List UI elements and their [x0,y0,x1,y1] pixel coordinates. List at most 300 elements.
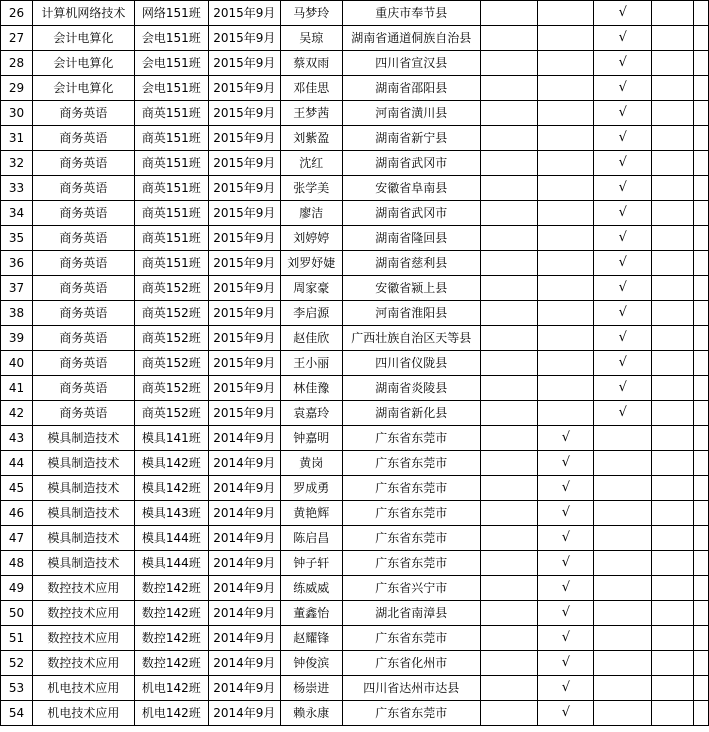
hometown-cell: 广东省兴宁市 [342,576,480,601]
major-cell: 数控技术应用 [32,626,134,651]
hometown-cell: 广东省东莞市 [342,476,480,501]
check-cell-col9: √ [594,201,652,226]
enroll-date-cell: 2015年9月 [208,51,280,76]
row-number-cell: 45 [1,476,33,501]
table-row [1,126,709,151]
hometown-cell: 湖南省炎陵县 [342,376,480,401]
class-cell: 商英152班 [134,301,208,326]
blank-cell [480,376,538,401]
class-cell: 模具142班 [134,451,208,476]
major-cell: 商务英语 [32,226,134,251]
check-cell-col8 [538,376,594,401]
major-cell: 模具制造技术 [32,426,134,451]
major-cell: 计算机网络技术 [32,1,134,26]
class-cell: 机电142班 [134,701,208,726]
blank-cell [652,126,694,151]
blank-cell [480,351,538,376]
blank-cell [693,176,708,201]
major-cell: 商务英语 [32,126,134,151]
table-row [1,501,709,526]
blank-cell [652,151,694,176]
check-cell-col8 [538,176,594,201]
blank-cell [480,501,538,526]
table-row [1,1,709,26]
blank-cell [480,51,538,76]
enroll-date-cell: 2015年9月 [208,26,280,51]
enroll-date-cell: 2015年9月 [208,376,280,401]
blank-cell [693,501,708,526]
blank-cell [693,101,708,126]
blank-cell [652,601,694,626]
check-cell-col8 [538,226,594,251]
row-number-cell: 38 [1,301,33,326]
check-cell-col8 [538,201,594,226]
blank-cell [693,151,708,176]
blank-cell [480,401,538,426]
row-number-cell: 36 [1,251,33,276]
major-cell: 模具制造技术 [32,526,134,551]
row-number-cell: 35 [1,226,33,251]
row-number-cell: 46 [1,501,33,526]
blank-cell [652,326,694,351]
hometown-cell: 湖南省武冈市 [342,201,480,226]
enroll-date-cell: 2015年9月 [208,151,280,176]
blank-cell [480,601,538,626]
major-cell: 会计电算化 [32,51,134,76]
major-cell: 商务英语 [32,251,134,276]
blank-cell [480,101,538,126]
enroll-date-cell: 2015年9月 [208,201,280,226]
blank-cell [480,701,538,726]
class-cell: 数控142班 [134,626,208,651]
row-number-cell: 47 [1,526,33,551]
table-row [1,701,709,726]
class-cell: 模具144班 [134,526,208,551]
blank-cell [480,476,538,501]
student-name-cell: 赵佳欣 [280,326,342,351]
row-number-cell: 31 [1,126,33,151]
major-cell: 商务英语 [32,101,134,126]
blank-cell [693,51,708,76]
check-cell-col8: √ [538,551,594,576]
check-cell-col9 [594,701,652,726]
blank-cell [693,351,708,376]
hometown-cell: 广东省东莞市 [342,426,480,451]
blank-cell [652,76,694,101]
blank-cell [693,301,708,326]
blank-cell [480,251,538,276]
student-name-cell: 罗成勇 [280,476,342,501]
major-cell: 商务英语 [32,401,134,426]
hometown-cell: 湖南省通道侗族自治县 [342,26,480,51]
major-cell: 机电技术应用 [32,701,134,726]
check-cell-col9: √ [594,1,652,26]
enroll-date-cell: 2015年9月 [208,176,280,201]
student-name-cell: 董鑫怡 [280,601,342,626]
blank-cell [693,201,708,226]
enroll-date-cell: 2015年9月 [208,101,280,126]
enroll-date-cell: 2015年9月 [208,1,280,26]
blank-cell [693,576,708,601]
hometown-cell: 四川省宣汉县 [342,51,480,76]
row-number-cell: 30 [1,101,33,126]
table-row [1,476,709,501]
hometown-cell: 四川省达州市达县 [342,676,480,701]
check-cell-col8: √ [538,626,594,651]
row-number-cell: 34 [1,201,33,226]
class-cell: 商英152班 [134,326,208,351]
student-name-cell: 杨崇进 [280,676,342,701]
check-cell-col8: √ [538,651,594,676]
student-name-cell: 黄艳辉 [280,501,342,526]
table-row [1,351,709,376]
student-name-cell: 张学美 [280,176,342,201]
check-cell-col8: √ [538,701,594,726]
major-cell: 商务英语 [32,276,134,301]
blank-cell [652,376,694,401]
major-cell: 数控技术应用 [32,576,134,601]
hometown-cell: 广东省东莞市 [342,626,480,651]
hometown-cell: 广东省东莞市 [342,551,480,576]
row-number-cell: 33 [1,176,33,201]
enroll-date-cell: 2015年9月 [208,276,280,301]
enroll-date-cell: 2015年9月 [208,351,280,376]
blank-cell [693,376,708,401]
blank-cell [693,276,708,301]
student-name-cell: 袁嘉玲 [280,401,342,426]
enroll-date-cell: 2015年9月 [208,326,280,351]
major-cell: 机电技术应用 [32,676,134,701]
check-cell-col9 [594,476,652,501]
class-cell: 商英152班 [134,376,208,401]
blank-cell [652,351,694,376]
enroll-date-cell: 2014年9月 [208,451,280,476]
blank-cell [652,226,694,251]
check-cell-col9: √ [594,301,652,326]
student-name-cell: 林佳豫 [280,376,342,401]
check-cell-col9 [594,451,652,476]
enroll-date-cell: 2015年9月 [208,226,280,251]
class-cell: 商英151班 [134,226,208,251]
blank-cell [652,551,694,576]
blank-cell [693,476,708,501]
check-cell-col9 [594,551,652,576]
major-cell: 模具制造技术 [32,501,134,526]
table-row [1,101,709,126]
student-name-cell: 赖永康 [280,701,342,726]
blank-cell [480,176,538,201]
enroll-date-cell: 2014年9月 [208,576,280,601]
check-cell-col8 [538,301,594,326]
check-cell-col8 [538,126,594,151]
student-name-cell: 钟子轩 [280,551,342,576]
hometown-cell: 广东省化州市 [342,651,480,676]
row-number-cell: 50 [1,601,33,626]
check-cell-col9: √ [594,226,652,251]
check-cell-col8 [538,401,594,426]
table-row [1,76,709,101]
check-cell-col9 [594,501,652,526]
table-row [1,276,709,301]
check-cell-col8 [538,276,594,301]
blank-cell [652,626,694,651]
blank-cell [652,451,694,476]
hometown-cell: 河南省淮阳县 [342,301,480,326]
blank-cell [652,651,694,676]
table-row [1,226,709,251]
major-cell: 商务英语 [32,351,134,376]
class-cell: 机电142班 [134,676,208,701]
table-row [1,251,709,276]
row-number-cell: 41 [1,376,33,401]
hometown-cell: 广西壮族自治区天等县 [342,326,480,351]
student-name-cell: 黄岗 [280,451,342,476]
check-cell-col9 [594,576,652,601]
row-number-cell: 32 [1,151,33,176]
row-number-cell: 49 [1,576,33,601]
check-cell-col9: √ [594,176,652,201]
check-cell-col8 [538,26,594,51]
class-cell: 模具142班 [134,476,208,501]
blank-cell [480,576,538,601]
blank-cell [652,676,694,701]
hometown-cell: 河南省潢川县 [342,101,480,126]
student-name-cell: 周家豪 [280,276,342,301]
blank-cell [693,401,708,426]
blank-cell [652,426,694,451]
blank-cell [693,226,708,251]
hometown-cell: 湖南省新宁县 [342,126,480,151]
check-cell-col9: √ [594,376,652,401]
major-cell: 模具制造技术 [32,551,134,576]
major-cell: 商务英语 [32,326,134,351]
enroll-date-cell: 2014年9月 [208,701,280,726]
enroll-date-cell: 2014年9月 [208,601,280,626]
check-cell-col9 [594,676,652,701]
blank-cell [652,276,694,301]
class-cell: 数控142班 [134,651,208,676]
row-number-cell: 42 [1,401,33,426]
blank-cell [480,26,538,51]
blank-cell [652,251,694,276]
check-cell-col8 [538,76,594,101]
blank-cell [652,201,694,226]
blank-cell [693,426,708,451]
hometown-cell: 重庆市奉节县 [342,1,480,26]
row-number-cell: 52 [1,651,33,676]
blank-cell [652,476,694,501]
row-number-cell: 51 [1,626,33,651]
class-cell: 商英151班 [134,176,208,201]
table-row [1,401,709,426]
blank-cell [480,151,538,176]
student-name-cell: 赵耀锋 [280,626,342,651]
blank-cell [652,51,694,76]
enroll-date-cell: 2014年9月 [208,426,280,451]
blank-cell [693,626,708,651]
check-cell-col8: √ [538,526,594,551]
blank-cell [693,701,708,726]
blank-cell [480,551,538,576]
blank-cell [480,201,538,226]
check-cell-col8: √ [538,601,594,626]
hometown-cell: 安徽省颍上县 [342,276,480,301]
blank-cell [693,526,708,551]
major-cell: 商务英语 [32,201,134,226]
check-cell-col9: √ [594,251,652,276]
blank-cell [652,1,694,26]
major-cell: 商务英语 [32,151,134,176]
check-cell-col9 [594,601,652,626]
blank-cell [693,126,708,151]
table-row [1,151,709,176]
check-cell-col8 [538,251,594,276]
blank-cell [693,651,708,676]
student-name-cell: 蔡双雨 [280,51,342,76]
student-name-cell: 沈红 [280,151,342,176]
student-name-cell: 李启源 [280,301,342,326]
check-cell-col9: √ [594,26,652,51]
table-row [1,626,709,651]
hometown-cell: 安徽省阜南县 [342,176,480,201]
blank-cell [693,326,708,351]
row-number-cell: 48 [1,551,33,576]
class-cell: 数控142班 [134,601,208,626]
blank-cell [693,1,708,26]
blank-cell [480,526,538,551]
blank-cell [480,301,538,326]
enroll-date-cell: 2014年9月 [208,551,280,576]
blank-cell [652,576,694,601]
enroll-date-cell: 2014年9月 [208,651,280,676]
blank-cell [652,501,694,526]
enroll-date-cell: 2015年9月 [208,126,280,151]
student-name-cell: 练威威 [280,576,342,601]
blank-cell [652,26,694,51]
check-cell-col8 [538,51,594,76]
blank-cell [693,601,708,626]
check-cell-col8: √ [538,426,594,451]
enroll-date-cell: 2015年9月 [208,251,280,276]
blank-cell [480,76,538,101]
check-cell-col9: √ [594,151,652,176]
blank-cell [652,526,694,551]
class-cell: 商英151班 [134,251,208,276]
row-number-cell: 53 [1,676,33,701]
class-cell: 商英151班 [134,126,208,151]
hometown-cell: 湖南省武冈市 [342,151,480,176]
hometown-cell: 广东省东莞市 [342,501,480,526]
check-cell-col9 [594,526,652,551]
student-name-cell: 廖洁 [280,201,342,226]
check-cell-col9 [594,626,652,651]
row-number-cell: 43 [1,426,33,451]
check-cell-col9: √ [594,351,652,376]
enroll-date-cell: 2014年9月 [208,526,280,551]
table-row [1,26,709,51]
blank-cell [693,551,708,576]
check-cell-col8 [538,326,594,351]
blank-cell [480,1,538,26]
major-cell: 模具制造技术 [32,451,134,476]
check-cell-col9: √ [594,126,652,151]
check-cell-col8 [538,151,594,176]
check-cell-col8 [538,1,594,26]
row-number-cell: 37 [1,276,33,301]
class-cell: 会电151班 [134,26,208,51]
student-name-cell: 陈启昌 [280,526,342,551]
blank-cell [652,401,694,426]
hometown-cell: 四川省仪陇县 [342,351,480,376]
blank-cell [693,251,708,276]
table-row [1,651,709,676]
check-cell-col8 [538,101,594,126]
table-row [1,376,709,401]
check-cell-col8: √ [538,476,594,501]
table-row [1,526,709,551]
check-cell-col8 [538,351,594,376]
row-number-cell: 26 [1,1,33,26]
blank-cell [652,301,694,326]
hometown-cell: 广东省东莞市 [342,701,480,726]
student-name-cell: 吴琼 [280,26,342,51]
class-cell: 会电151班 [134,51,208,76]
row-number-cell: 40 [1,351,33,376]
class-cell: 商英152班 [134,401,208,426]
major-cell: 数控技术应用 [32,651,134,676]
student-name-cell: 钟嘉明 [280,426,342,451]
check-cell-col8: √ [538,676,594,701]
blank-cell [480,276,538,301]
enroll-date-cell: 2015年9月 [208,401,280,426]
blank-cell [480,676,538,701]
blank-cell [652,701,694,726]
row-number-cell: 27 [1,26,33,51]
hometown-cell: 湖南省隆回县 [342,226,480,251]
enroll-date-cell: 2014年9月 [208,476,280,501]
check-cell-col9: √ [594,101,652,126]
major-cell: 数控技术应用 [32,601,134,626]
check-cell-col9: √ [594,401,652,426]
blank-cell [693,76,708,101]
row-number-cell: 39 [1,326,33,351]
check-cell-col8: √ [538,451,594,476]
check-cell-col9: √ [594,76,652,101]
hometown-cell: 湖南省慈利县 [342,251,480,276]
blank-cell [693,451,708,476]
class-cell: 模具143班 [134,501,208,526]
table-row [1,176,709,201]
table-row [1,551,709,576]
student-name-cell: 王小丽 [280,351,342,376]
class-cell: 商英151班 [134,201,208,226]
table-row [1,451,709,476]
class-cell: 商英152班 [134,351,208,376]
check-cell-col9: √ [594,276,652,301]
student-name-cell: 钟俊滨 [280,651,342,676]
class-cell: 商英151班 [134,101,208,126]
student-name-cell: 刘婷婷 [280,226,342,251]
check-cell-col9 [594,426,652,451]
class-cell: 模具144班 [134,551,208,576]
table-row [1,51,709,76]
enroll-date-cell: 2014年9月 [208,626,280,651]
major-cell: 商务英语 [32,176,134,201]
student-name-cell: 刘罗妤婕 [280,251,342,276]
table-row [1,576,709,601]
blank-cell [652,176,694,201]
class-cell: 商英152班 [134,276,208,301]
